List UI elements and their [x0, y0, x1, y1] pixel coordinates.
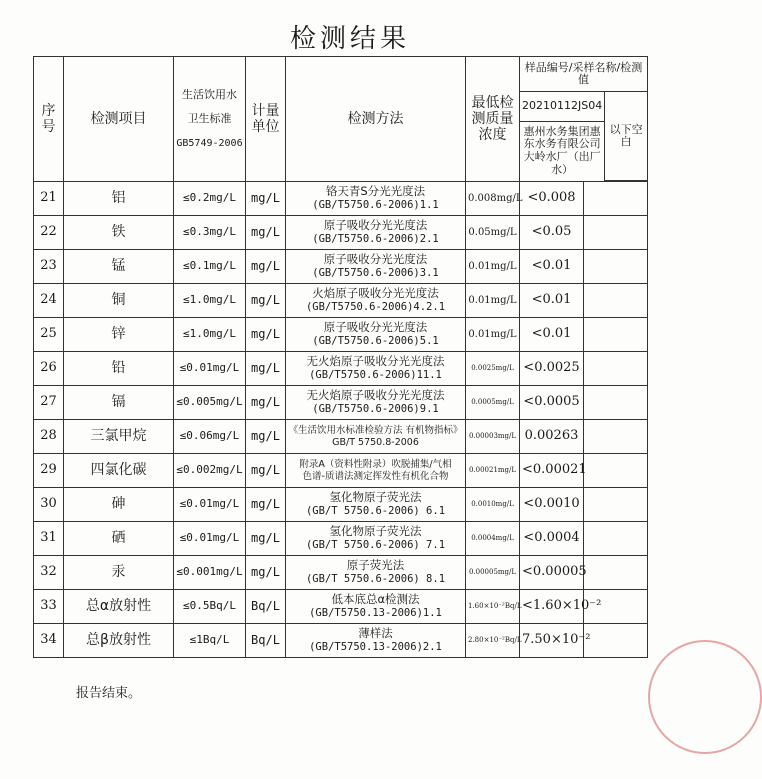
row-method-standard: (GB/T5750.6-2006)2.1 — [312, 233, 439, 246]
header-item: 检测项目 — [64, 57, 174, 182]
row-mdl: 0.008mg/L — [466, 182, 520, 216]
row-method-standard: (GB/T5750.13-2006)2.1 — [309, 641, 442, 654]
row-method — [286, 318, 466, 352]
row-mdl: 0.0010mg/L — [466, 488, 520, 522]
row-method-standard: (GB/T 5750.6-2006) 6.1 — [305, 505, 446, 518]
row-item: 铝 — [64, 182, 174, 216]
row-method-standard: (GB/T5750.6-2006)9.1 — [312, 403, 439, 416]
row-index: 25 — [34, 318, 64, 352]
report-end-note: 报告结束。 — [76, 686, 142, 701]
table-row — [34, 216, 648, 250]
row-index: 30 — [34, 488, 64, 522]
header-standard-line1: 生活饮用水 — [182, 87, 237, 101]
table-row — [34, 454, 648, 488]
row-blank — [584, 216, 648, 250]
table-row — [34, 590, 648, 624]
row-method — [286, 522, 466, 556]
header-mdl: 最低检测质量浓度 — [466, 57, 520, 182]
row-blank — [584, 318, 648, 352]
row-item: 汞 — [64, 556, 174, 590]
table-row — [34, 556, 648, 590]
row-item: 锌 — [64, 318, 174, 352]
sample-header-label: 样品编号/采样名称/检测值 — [520, 57, 647, 92]
row-item: 铅 — [64, 352, 174, 386]
row-item: 砷 — [64, 488, 174, 522]
row-limit: ≤0.002mg/L — [174, 454, 246, 488]
row-value: 0.00263 — [520, 420, 584, 454]
row-method-name: 铬天青S分光光度法 — [325, 184, 426, 199]
row-index: 34 — [34, 624, 64, 658]
row-value: <0.01 — [520, 250, 584, 284]
row-method-name: 《生活饮用水标准检验方法 有机物指标》 — [288, 425, 463, 437]
row-method — [286, 284, 466, 318]
row-method — [286, 624, 466, 658]
row-blank — [584, 182, 648, 216]
row-limit: ≤1.0mg/L — [174, 318, 246, 352]
row-method-standard: GB/T 5750.8-2006 — [332, 436, 419, 448]
row-unit: Bq/L — [246, 624, 286, 658]
header-sample — [520, 57, 648, 182]
header-method: 检测方法 — [286, 57, 466, 182]
row-mdl: 0.0025mg/L — [466, 352, 520, 386]
row-value: <0.0004 — [520, 522, 584, 556]
row-mdl: 0.05mg/L — [466, 216, 520, 250]
row-value: <0.008 — [520, 182, 584, 216]
row-index: 27 — [34, 386, 64, 420]
row-method-standard: (GB/T5750.13-2006)1.1 — [309, 607, 442, 620]
table-row — [34, 352, 648, 386]
table-row — [34, 624, 648, 658]
row-unit: mg/L — [246, 386, 286, 420]
header-index: 序号 — [34, 57, 64, 182]
row-limit: ≤0.01mg/L — [174, 522, 246, 556]
row-mdl: 1.60×10⁻²Bq/L — [466, 590, 520, 624]
row-limit: ≤0.1mg/L — [174, 250, 246, 284]
row-value: <0.0025 — [520, 352, 584, 386]
blank-note: 以下空白 — [605, 92, 647, 181]
row-index: 29 — [34, 454, 64, 488]
row-limit: ≤1Bq/L — [174, 624, 246, 658]
row-blank — [584, 624, 648, 658]
row-value: <0.0005 — [520, 386, 584, 420]
row-method-name: 原子吸收分光光度法 — [323, 320, 428, 335]
row-method-name: 低本底总α检测法 — [331, 592, 420, 607]
row-value: <0.01 — [520, 318, 584, 352]
table-row — [34, 522, 648, 556]
row-method-standard: (GB/T5750.6-2006)4.2.1 — [305, 301, 446, 314]
row-method — [286, 454, 466, 488]
row-method — [286, 386, 466, 420]
row-blank — [584, 420, 648, 454]
page-title: 检测结果 — [289, 24, 410, 54]
row-item: 铜 — [64, 284, 174, 318]
row-limit: ≤0.01mg/L — [174, 352, 246, 386]
row-index: 31 — [34, 522, 64, 556]
table-row — [34, 250, 648, 284]
row-mdl: 0.0004mg/L — [466, 522, 520, 556]
row-mdl: 0.01mg/L — [466, 250, 520, 284]
table-row — [34, 284, 648, 318]
row-unit: mg/L — [246, 216, 286, 250]
row-blank — [584, 454, 648, 488]
header-standard-line2: 卫生标准 — [187, 112, 232, 126]
row-mdl: 0.01mg/L — [466, 318, 520, 352]
row-method — [286, 216, 466, 250]
row-method-standard: (GB/T5750.6-2006)11.1 — [309, 369, 442, 382]
row-item: 四氯化碳 — [64, 454, 174, 488]
row-method-standard: (GB/T 5750.6-2006) 8.1 — [305, 573, 446, 586]
table-row — [34, 318, 648, 352]
row-method — [286, 590, 466, 624]
row-unit: mg/L — [246, 182, 286, 216]
table-row — [34, 182, 648, 216]
row-mdl: 0.0005mg/L — [466, 386, 520, 420]
row-mdl: 0.01mg/L — [466, 284, 520, 318]
row-index: 21 — [34, 182, 64, 216]
row-item: 锰 — [64, 250, 174, 284]
row-method-name: 原子吸收分光光度法 — [323, 218, 428, 233]
row-limit: ≤0.001mg/L — [174, 556, 246, 590]
header-unit: 计量单位 — [246, 57, 286, 182]
header-standard-line3: GB5749-2006 — [176, 137, 243, 149]
row-item: 铁 — [64, 216, 174, 250]
row-unit: mg/L — [246, 420, 286, 454]
header-standard — [174, 57, 246, 182]
row-value: <0.0010 — [520, 488, 584, 522]
row-value: <0.00005 — [520, 556, 584, 590]
row-item: 总β放射性 — [64, 624, 174, 658]
row-mdl: 0.00005mg/L — [466, 556, 520, 590]
table-row — [34, 386, 648, 420]
row-limit: ≤0.3mg/L — [174, 216, 246, 250]
results-body — [34, 182, 648, 658]
sample-code: 20210112JS04 — [520, 92, 605, 121]
row-mdl: 2.80×10⁻²Bq/L — [466, 624, 520, 658]
row-unit: mg/L — [246, 454, 286, 488]
row-unit: mg/L — [246, 488, 286, 522]
row-method — [286, 420, 466, 454]
table-row — [34, 420, 648, 454]
row-index: 26 — [34, 352, 64, 386]
row-method-standard: (GB/T5750.6-2006)5.1 — [312, 335, 439, 348]
row-method — [286, 556, 466, 590]
row-method-name: 火焰原子吸收分光光度法 — [312, 286, 439, 301]
row-value: <0.05 — [520, 216, 584, 250]
row-unit: mg/L — [246, 556, 286, 590]
row-unit: mg/L — [246, 284, 286, 318]
row-index: 24 — [34, 284, 64, 318]
row-method-standard: (GB/T5750.6-2006)3.1 — [312, 267, 439, 280]
header-row — [34, 57, 648, 182]
row-unit: mg/L — [246, 250, 286, 284]
row-mdl: 0.00003mg/L — [466, 420, 520, 454]
row-limit: ≤0.005mg/L — [174, 386, 246, 420]
row-item: 硒 — [64, 522, 174, 556]
row-index: 28 — [34, 420, 64, 454]
row-blank — [584, 284, 648, 318]
row-method-name: 无火焰原子吸收分光光度法 — [306, 354, 445, 369]
row-unit: mg/L — [246, 522, 286, 556]
row-method — [286, 182, 466, 216]
row-method-name: 原子荧光法 — [346, 558, 405, 573]
row-blank — [584, 250, 648, 284]
row-item: 总α放射性 — [64, 590, 174, 624]
results-table — [33, 56, 648, 658]
row-index: 32 — [34, 556, 64, 590]
row-unit: mg/L — [246, 352, 286, 386]
row-method-standard: (GB/T 5750.6-2006) 7.1 — [305, 539, 446, 552]
row-method-name: 薄样法 — [358, 626, 393, 641]
row-item: 三氯甲烷 — [64, 420, 174, 454]
row-method-standard: 色谱-质谱法测定挥发性有机化合物 — [302, 470, 449, 482]
row-index: 22 — [34, 216, 64, 250]
row-limit: ≤0.01mg/L — [174, 488, 246, 522]
row-method-name: 氢化物原子荧光法 — [329, 524, 422, 539]
row-mdl: 0.00021mg/L — [466, 454, 520, 488]
row-blank — [584, 556, 648, 590]
row-blank — [584, 352, 648, 386]
row-value: <0.00021 — [520, 454, 584, 488]
row-unit: Bq/L — [246, 590, 286, 624]
row-limit: ≤1.0mg/L — [174, 284, 246, 318]
row-value: 7.50×10⁻² — [520, 624, 584, 658]
row-method — [286, 250, 466, 284]
row-method-name: 无火焰原子吸收分光光度法 — [306, 388, 445, 403]
row-method-name: 原子吸收分光光度法 — [323, 252, 428, 267]
row-method-name: 氢化物原子荧光法 — [329, 490, 422, 505]
row-method — [286, 352, 466, 386]
row-blank — [584, 522, 648, 556]
row-index: 33 — [34, 590, 64, 624]
table-row — [34, 488, 648, 522]
row-method-standard: (GB/T5750.6-2006)1.1 — [312, 199, 439, 212]
row-value: <1.60×10⁻² — [520, 590, 584, 624]
row-limit: ≤0.5Bq/L — [174, 590, 246, 624]
row-limit: ≤0.2mg/L — [174, 182, 246, 216]
row-method — [286, 488, 466, 522]
row-item: 镉 — [64, 386, 174, 420]
row-blank — [584, 386, 648, 420]
row-method-name: 附录A（资料性附录）吹脱捕集/气相 — [299, 459, 452, 471]
row-blank — [584, 488, 648, 522]
row-unit: mg/L — [246, 318, 286, 352]
row-value: <0.01 — [520, 284, 584, 318]
sample-header-grid — [520, 57, 647, 181]
seal-stamp — [648, 640, 762, 754]
row-index: 23 — [34, 250, 64, 284]
sample-site: 惠州水务集团惠东水务有限公司大岭水厂（出厂水） — [520, 121, 605, 180]
row-limit: ≤0.06mg/L — [174, 420, 246, 454]
